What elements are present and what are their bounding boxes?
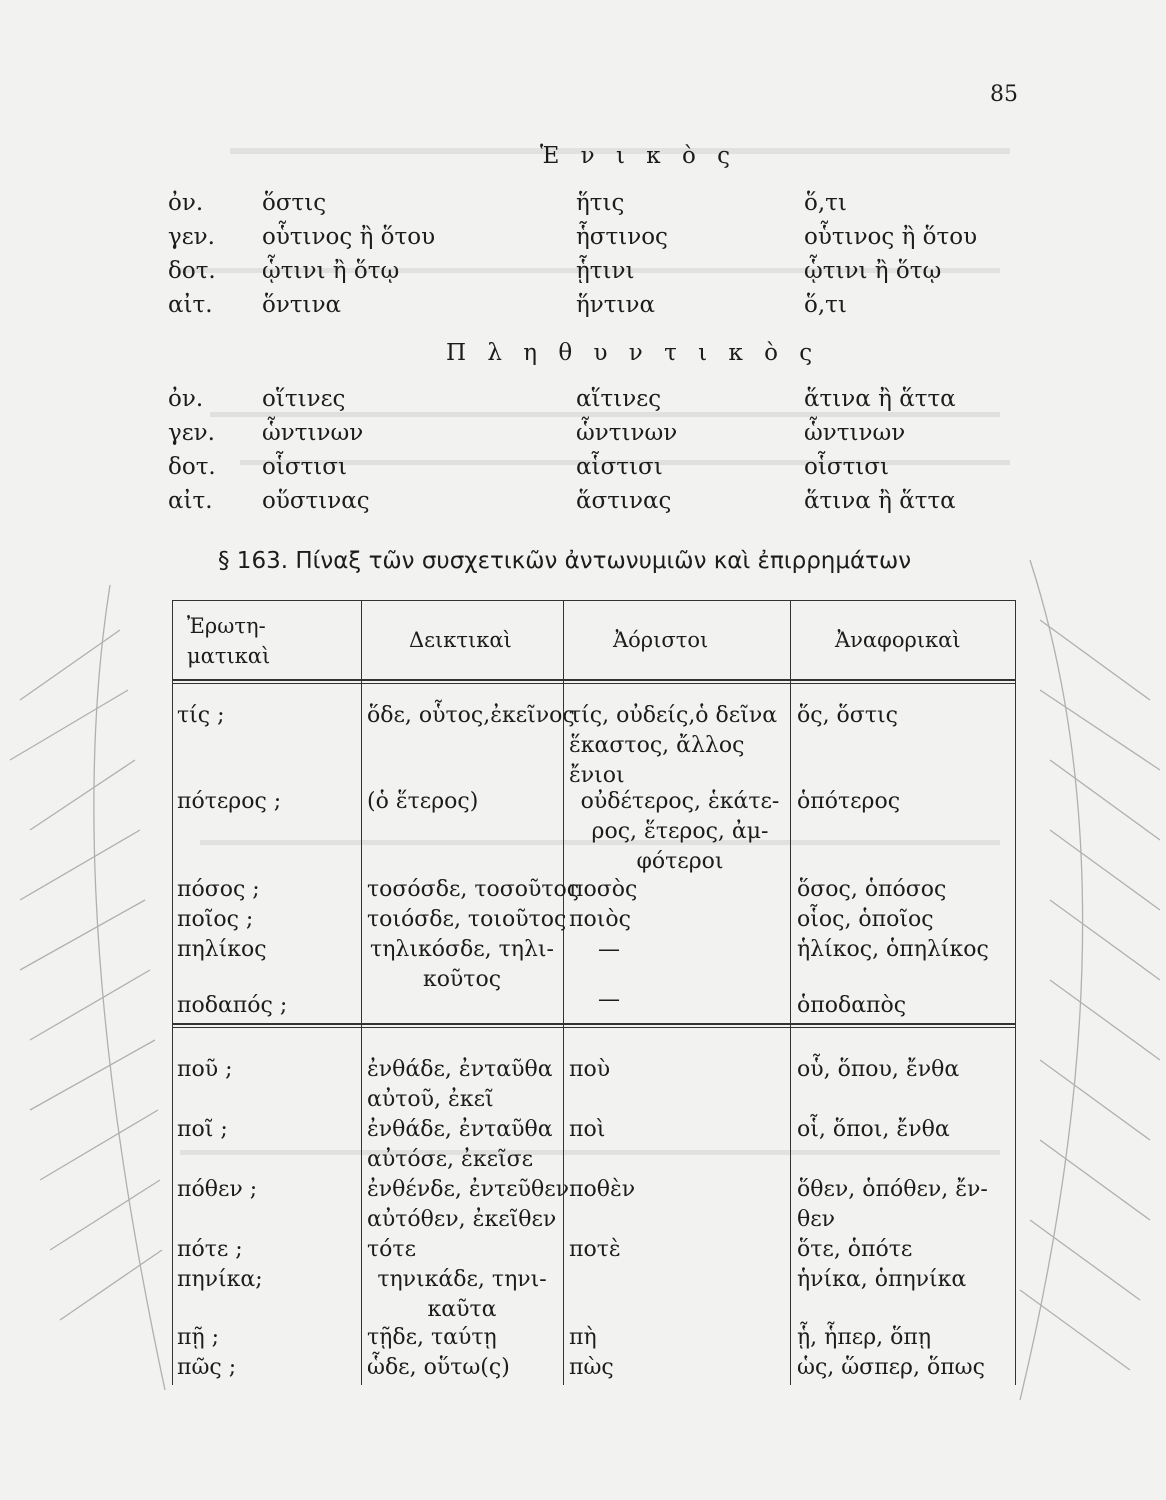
feminine-form: αἵτινες xyxy=(576,386,662,412)
case-label: ὀν. xyxy=(168,386,204,412)
masculine-form: ὧντινων xyxy=(262,420,364,446)
feminine-form: ἧστινος xyxy=(576,224,668,250)
table-cell: τηλικόσδε, τηλι- κοῦτος xyxy=(370,937,554,992)
table-cell: ὅθεν, ὁπόθεν, ἔν- θεν xyxy=(797,1177,988,1232)
table-cell: πῇ ; xyxy=(177,1325,220,1350)
table-cell: ὧδε, οὕτω(ς) xyxy=(367,1355,510,1380)
neuter-form: οὗτινος ἢ ὅτου xyxy=(804,224,978,250)
masculine-form: οἷστισι xyxy=(262,454,348,480)
header-demonstrative: Δεικτικαὶ xyxy=(409,628,512,652)
masculine-form: ᾧτινι ἢ ὅτῳ xyxy=(262,258,400,284)
table-cell: — xyxy=(598,987,620,1012)
correlative-table xyxy=(172,600,1016,1385)
table-cell: ᾗ, ἧπερ, ὅπῃ xyxy=(797,1325,932,1350)
table-cell: πηλίκος xyxy=(177,937,267,962)
table-cell: τίς ; xyxy=(177,703,225,728)
table-cell: πότε ; xyxy=(177,1237,243,1262)
declension-row xyxy=(168,382,1028,416)
table-cell: ποτὲ xyxy=(569,1237,621,1262)
case-label: δοτ. xyxy=(168,454,216,480)
plural-heading: Π λ η θ υ ν τ ι κ ὸ ς xyxy=(446,340,820,366)
declension-row xyxy=(168,186,1028,220)
header-interrogative: Ἐρωτη- ματικαὶ xyxy=(187,614,271,668)
table-cell: ὁπότερος xyxy=(797,789,901,814)
table-cell: ἡλίκος, ὁπηλίκος xyxy=(797,937,989,962)
masculine-form: οὗτινος ἢ ὅτου xyxy=(262,224,436,250)
table-cell: ὡς, ὥσπερ, ὅπως xyxy=(797,1355,985,1380)
feminine-form: ἥντινα xyxy=(576,292,656,318)
masculine-form: ὅστις xyxy=(262,190,327,216)
declension-row xyxy=(168,254,1028,288)
table-cell: ποσὸς xyxy=(569,877,638,902)
table-cell: ὅδε, οὗτος,ἐκεῖνος xyxy=(367,703,575,728)
neuter-form: ἅτινα ἢ ἅττα xyxy=(804,488,956,514)
singular-declension xyxy=(168,186,1028,322)
table-cell: ποῖ ; xyxy=(177,1117,228,1142)
header-indefinite: Ἀόριστοι xyxy=(613,628,709,652)
case-label: γεν. xyxy=(168,420,215,446)
page-number: 85 xyxy=(990,82,1018,107)
declension-row xyxy=(168,220,1028,254)
table-cell: (ὁ ἕτερος) xyxy=(367,789,479,814)
case-label: ὀν. xyxy=(168,190,204,216)
neuter-form: ὅ,τι xyxy=(804,190,847,216)
table-cell: πόσος ; xyxy=(177,877,260,902)
header-relative: Ἀναφορικαὶ xyxy=(835,628,961,652)
table-cell: ὅσος, ὁπόσος xyxy=(797,877,947,902)
table-cell: ποῖος ; xyxy=(177,907,254,932)
table-cell: πῶς ; xyxy=(177,1355,237,1380)
feminine-form: ὧντινων xyxy=(576,420,678,446)
table-cell: ποῦ ; xyxy=(177,1057,233,1082)
table-cell: ὁποδαπὸς xyxy=(797,993,907,1018)
table-cell: οὐδέτερος, ἑκάτε- ρος, ἕτερος, ἀμ- φότεροι xyxy=(580,789,780,874)
neuter-form: ᾧτινι ἢ ὅτῳ xyxy=(804,258,942,284)
declension-row xyxy=(168,484,1028,518)
table-cell: ὅς, ὅστις xyxy=(797,703,898,728)
table-cell: ποὶ xyxy=(569,1117,606,1142)
table-cell: τοσόσδε, τοσοῦτος xyxy=(367,877,580,902)
table-cell: πὴ xyxy=(569,1325,597,1350)
table-cell: ποιὸς xyxy=(569,907,631,932)
table-cell: ποθὲν xyxy=(569,1177,636,1202)
singular-heading: Ἑ ν ι κ ὸ ς xyxy=(540,143,738,169)
table-cell: τοιόσδε, τοιοῦτος xyxy=(367,907,567,932)
section-heading xyxy=(218,548,911,574)
table-cell: πηνίκα; xyxy=(177,1267,263,1292)
feminine-form: ἥτις xyxy=(576,190,625,216)
case-label: αἰτ. xyxy=(168,488,213,514)
table-cell: τηνικάδε, τηνι- καῦτα xyxy=(377,1267,547,1322)
section-title: Πίναξ τῶν συσχετικῶν ἀντωνυμιῶν καὶ ἐπιρρημάτων xyxy=(295,548,912,574)
table-cell: πότερος ; xyxy=(177,789,282,814)
case-label: αἰτ. xyxy=(168,292,213,318)
table-cell: ἐνθάδε, ἐνταῦθα αὐτόσε, ἐκεῖσε xyxy=(367,1117,553,1172)
plural-declension xyxy=(168,382,1028,518)
table-cell: τίς, οὐδείς,ὁ δεῖνα ἕκαστος, ἄλλος ἔνιοι xyxy=(569,703,778,788)
masculine-form: ὅντινα xyxy=(262,292,342,318)
masculine-form: οἵτινες xyxy=(262,386,346,412)
neuter-form: ἅτινα ἢ ἅττα xyxy=(804,386,956,412)
feminine-form: ᾗτινι xyxy=(576,258,635,284)
feminine-form: ἅστινας xyxy=(576,488,672,514)
declension-row xyxy=(168,416,1028,450)
table-cell: ἡνίκα, ὁπηνίκα xyxy=(797,1267,967,1292)
table-cell: ὅτε, ὁπότε xyxy=(797,1237,913,1262)
table-cell: πὼς xyxy=(569,1355,614,1380)
case-label: γεν. xyxy=(168,224,215,250)
masculine-form: οὕστινας xyxy=(262,488,370,514)
table-cell: τότε xyxy=(367,1237,416,1262)
section-number: § 163. xyxy=(218,548,289,574)
table-cell: τῇδε, ταύτῃ xyxy=(367,1325,497,1350)
case-label: δοτ. xyxy=(168,258,216,284)
table-cell: ποδαπός ; xyxy=(177,993,288,1018)
neuter-form: οἷστισι xyxy=(804,454,890,480)
table-cell: πόθεν ; xyxy=(177,1177,258,1202)
table-cell: οἷ, ὅποι, ἔνθα xyxy=(797,1117,950,1142)
table-cell: οἷος, ὁποῖος xyxy=(797,907,934,932)
table-cell: ἐνθάδε, ἐνταῦθα αὐτοῦ, ἐκεῖ xyxy=(367,1057,553,1112)
declension-row xyxy=(168,450,1028,484)
table-cell: ποὺ xyxy=(569,1057,611,1082)
table-cell: ἐνθένδε, ἐντεῦθεν αὐτόθεν, ἐκεῖθεν xyxy=(367,1177,569,1232)
neuter-form: ὅ,τι xyxy=(804,292,847,318)
table-cell: — xyxy=(598,937,620,962)
neuter-form: ὧντινων xyxy=(804,420,906,446)
table-cell: οὗ, ὅπου, ἔνθα xyxy=(797,1057,960,1082)
feminine-form: αἷστισι xyxy=(576,454,663,480)
declension-row xyxy=(168,288,1028,322)
